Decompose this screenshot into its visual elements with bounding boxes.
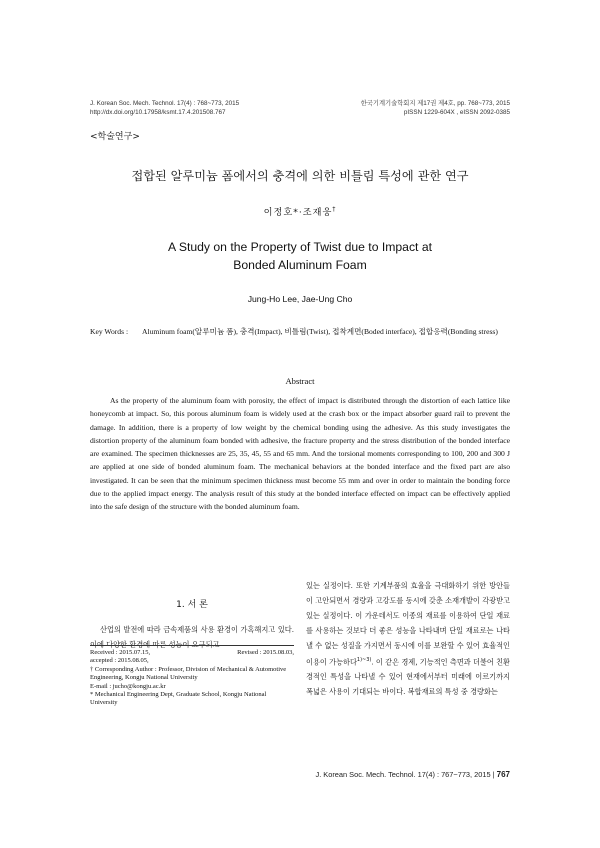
- received-date: Received : 2015.07.15,: [90, 649, 151, 656]
- section-heading-introduction: 1. 서 론: [176, 600, 208, 610]
- journal-citation: J. Korean Soc. Mech. Technol. 17(4) : 768~773, 2015: [90, 100, 240, 107]
- author-email: E-mail : jucho@kongju.ac.kr: [90, 682, 166, 690]
- footer-citation: J. Korean Soc. Mech. Technol. 17(4) : 767~773, 2015 |: [315, 770, 495, 779]
- journal-header-left: [90, 100, 239, 117]
- page-footer: [316, 770, 511, 779]
- english-authors: Jung-Ho Lee, Jae-Ung Cho: [247, 294, 353, 304]
- english-title: [0, 238, 600, 274]
- corresponding-author: † Corresponding Author : Professor, Division of Mechanical & Automotive Engineering, Kongju National University: [90, 665, 287, 682]
- keywords-text: Aluminum foam(알루미늄 폼), 충격(Impact), 비틀림(Twist), 접착계면(Boded interface), 접합응력(Bonding stress): [142, 327, 498, 336]
- left-column-text: 산업의 발전에 따라 금속제품의 사용 환경이 가혹해지고 있다. 이에 다양한 환경에 따른 성능이 요구되고: [90, 625, 294, 649]
- journal-citation-korean: 한국기계기술학회지 제17권 제4호, pp. 768~773, 2015: [360, 100, 510, 107]
- corresponding-mark: †: [332, 205, 337, 213]
- article-category: <학술연구>: [90, 132, 140, 142]
- right-column: [306, 578, 510, 699]
- korean-authors: [0, 204, 600, 218]
- left-column: [90, 598, 294, 652]
- reference-marker: 1)~3): [356, 657, 372, 663]
- abstract-heading: Abstract: [285, 376, 315, 386]
- right-column-text-continued: . 이 같은 경제, 기능적인 측면과 더불어 친환경적인 특성을 나타낼 수 있어 현재에서부터 미래에 이르기까지 폭넓은 사용이 기대되는 바이다. 복합재료의 특성 중 경량화는: [306, 657, 510, 697]
- doi-link[interactable]: http://dx.doi.org/10.17958/ksmt.17.4.201508.767: [90, 108, 226, 116]
- korean-author-names: 이정호*·조재웅: [263, 207, 333, 218]
- page-number: 767: [496, 770, 510, 779]
- korean-title: 접합된 알루미늄 폼에서의 충격에 의한 비틀림 특성에 관한 연구: [131, 169, 469, 183]
- footnotes: [90, 645, 294, 708]
- keywords-block: [90, 326, 510, 337]
- right-column-text: 있는 실정이다. 또한 기계부품의 효율을 극대화하기 위한 방안들이 고안되면서 경량과 고강도를 동시에 갖춘 소재개발이 각광받고 있는 실정이다. 이 가운데서도 이종의 재료를 이용하여 단일 재료를 사용하는 것보다 더 좋은 성능을 나타내며 단일 재료로는 나타낼 수 없는 성질을 가지면서 동시에 이를 보완할 수 있어 효율적인 이용이 가능하다: [306, 581, 510, 667]
- issn-info: pISSN 1229-604X , eISSN 2092-0385: [403, 108, 510, 116]
- english-title-line2: Bonded Aluminum Foam: [233, 258, 367, 272]
- journal-header-right: [361, 100, 510, 117]
- english-title-line1: A Study on the Property of Twist due to Impact at: [168, 240, 432, 254]
- abstract-text: As the property of the aluminum foam with porosity, the effect of impact is distributed through the distortion of each lattice like honeycomb at impact. So, this porous aluminum foam is widely used at the crash box or the impact absorber guard rail to prevent the damage. In addition, there is a property of low weight by the chemical bonding using the adhesive. As this study investigates the distortion property of the aluminum foam bonded with adhesive, the fracture property and the stress distribution of the bonded interface are examined. The specimen thicknesses are 25, 35, 45, 55 and 65 mm. And the torsional moments corresponding to 100, 200 and 300 J are applied at one side of bonded aluminum foam. The mechanical behaviors at the bonded interface and the fixed part are also investigated. It can be seen that the minimum specimen thickness must become 55 mm and over in order to maintain the bonding force due to the applied impact energy. The analysis result of this study at the bonded interface effected on impact can be effectively applied into the safe design of the structure with the bonded aluminum foam.: [90, 396, 510, 512]
- footnote-dates: [90, 649, 294, 657]
- author-affiliation: * Mechanical Engineering Dept, Graduate School, Kongju National University: [90, 691, 267, 707]
- revised-date: Revised : 2015.08.03,: [237, 649, 294, 656]
- keywords-label: Key Words :: [90, 327, 129, 336]
- accepted-date: accepted : 2015.08.05,: [90, 657, 149, 665]
